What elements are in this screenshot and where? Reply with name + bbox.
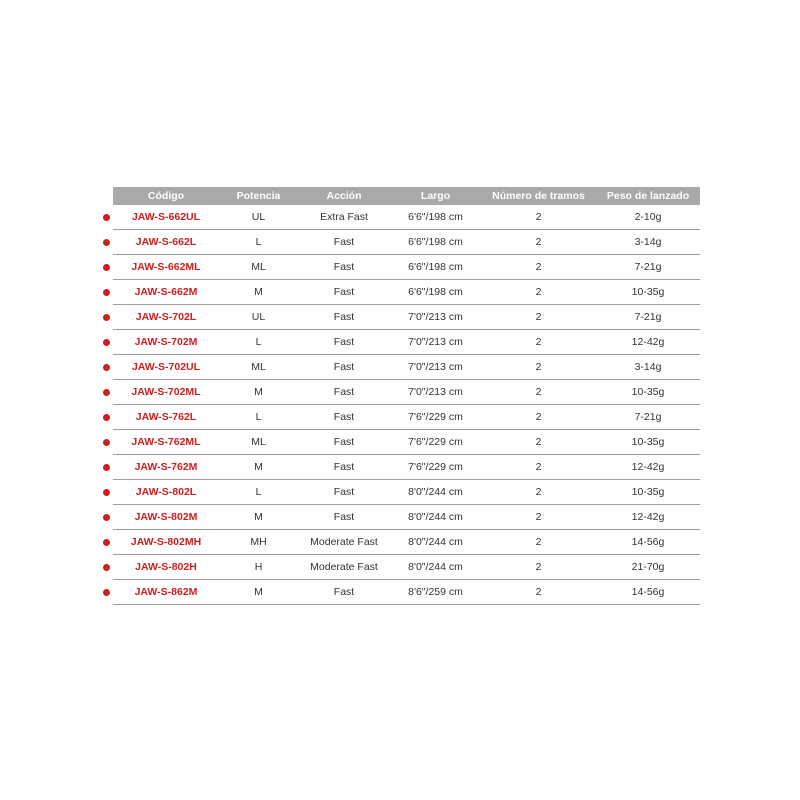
cell-codigo [113,255,219,280]
table-row [113,455,700,480]
table-row [113,480,700,505]
cell-accion: Fast [298,430,390,455]
model-code: JAW-S-702UL [131,361,201,373]
cell-accion: Fast [298,230,390,255]
cell-codigo [113,330,219,355]
table-row [113,580,700,605]
cell-potencia: ML [219,355,298,380]
cell-tramos: 2 [481,580,596,605]
cell-codigo [113,530,219,555]
model-code: JAW-S-662UL [131,211,201,223]
cell-accion: Extra Fast [298,205,390,230]
cell-accion: Fast [298,505,390,530]
red-bullet-icon [103,264,110,271]
model-code: JAW-S-762M [134,461,198,473]
cell-codigo [113,505,219,530]
cell-potencia: MH [219,530,298,555]
cell-peso: 10-35g [596,480,700,505]
red-bullet-icon [103,314,110,321]
cell-codigo [113,305,219,330]
header-row [113,187,700,205]
model-code: JAW-S-802M [134,511,198,523]
table-row [113,280,700,305]
cell-accion: Fast [298,355,390,380]
cell-peso: 10-35g [596,430,700,455]
cell-largo: 6'6"/198 cm [390,280,481,305]
table-row [113,255,700,280]
cell-potencia: M [219,280,298,305]
red-bullet-icon [103,489,110,496]
cell-accion: Fast [298,330,390,355]
cell-codigo [113,405,219,430]
cell-codigo [113,205,219,230]
cell-potencia: L [219,405,298,430]
cell-codigo [113,555,219,580]
header-peso: Peso de lanzado [596,187,700,205]
cell-codigo [113,430,219,455]
cell-potencia: M [219,505,298,530]
cell-peso: 14-56g [596,530,700,555]
model-code: JAW-S-762ML [131,436,201,448]
cell-codigo [113,355,219,380]
cell-tramos: 2 [481,280,596,305]
cell-accion: Fast [298,580,390,605]
model-code: JAW-S-802H [135,561,197,573]
cell-tramos: 2 [481,455,596,480]
cell-tramos: 2 [481,530,596,555]
cell-peso: 7-21g [596,305,700,330]
cell-tramos: 2 [481,355,596,380]
red-bullet-icon [103,439,110,446]
table-row [113,305,700,330]
cell-peso: 3-14g [596,230,700,255]
cell-codigo [113,380,219,405]
cell-accion: Moderate Fast [298,530,390,555]
cell-tramos: 2 [481,205,596,230]
model-code: JAW-S-702ML [131,386,201,398]
cell-tramos: 2 [481,405,596,430]
cell-potencia: ML [219,430,298,455]
red-bullet-icon [103,339,110,346]
model-code: JAW-S-662M [134,286,198,298]
header-codigo: Código [113,187,219,205]
cell-largo: 8'0"/244 cm [390,555,481,580]
cell-largo: 8'0"/244 cm [390,505,481,530]
table-row [113,505,700,530]
cell-tramos: 2 [481,555,596,580]
cell-peso: 21-70g [596,555,700,580]
red-bullet-icon [103,589,110,596]
cell-tramos: 2 [481,330,596,355]
model-code: JAW-S-762L [135,411,197,423]
table-row [113,230,700,255]
cell-accion: Fast [298,480,390,505]
model-code: JAW-S-802L [135,486,197,498]
cell-accion: Fast [298,255,390,280]
table-row [113,430,700,455]
cell-tramos: 2 [481,230,596,255]
cell-peso: 12-42g [596,455,700,480]
table-body [113,205,700,605]
cell-largo: 7'6"/229 cm [390,455,481,480]
model-code: JAW-S-862M [134,586,198,598]
cell-potencia: ML [219,255,298,280]
cell-potencia: L [219,230,298,255]
red-bullet-icon [103,464,110,471]
cell-potencia: UL [219,205,298,230]
red-bullet-icon [103,539,110,546]
cell-peso: 7-21g [596,255,700,280]
red-bullet-icon [103,564,110,571]
cell-potencia: M [219,580,298,605]
cell-peso: 10-35g [596,280,700,305]
cell-accion: Fast [298,380,390,405]
table-row [113,555,700,580]
red-bullet-icon [103,239,110,246]
cell-peso: 14-56g [596,580,700,605]
cell-peso: 7-21g [596,405,700,430]
cell-peso: 3-14g [596,355,700,380]
cell-peso: 12-42g [596,330,700,355]
model-code: JAW-S-802MH [130,536,202,548]
table-row [113,530,700,555]
cell-potencia: M [219,380,298,405]
cell-potencia: H [219,555,298,580]
cell-peso: 10-35g [596,380,700,405]
red-bullet-icon [103,389,110,396]
cell-potencia: M [219,455,298,480]
model-code: JAW-S-662L [135,236,197,248]
header-accion: Acción [298,187,390,205]
cell-largo: 6'6"/198 cm [390,205,481,230]
cell-tramos: 2 [481,505,596,530]
table-row [113,405,700,430]
red-bullet-icon [103,364,110,371]
red-bullet-icon [103,289,110,296]
cell-largo: 8'6"/259 cm [390,580,481,605]
cell-largo: 6'6"/198 cm [390,230,481,255]
header-potencia: Potencia [219,187,298,205]
cell-largo: 7'0"/213 cm [390,355,481,380]
header-largo: Largo [390,187,481,205]
cell-potencia: L [219,330,298,355]
model-code: JAW-S-702M [134,336,198,348]
cell-potencia: L [219,480,298,505]
cell-largo: 7'0"/213 cm [390,305,481,330]
cell-accion: Fast [298,305,390,330]
cell-accion: Fast [298,405,390,430]
cell-peso: 12-42g [596,505,700,530]
cell-codigo [113,230,219,255]
table-row [113,355,700,380]
table-row [113,205,700,230]
cell-tramos: 2 [481,480,596,505]
spec-table [113,187,700,605]
cell-largo: 8'0"/244 cm [390,530,481,555]
cell-accion: Fast [298,280,390,305]
model-code: JAW-S-662ML [131,261,201,273]
cell-codigo [113,580,219,605]
cell-tramos: 2 [481,380,596,405]
cell-accion: Moderate Fast [298,555,390,580]
table-row [113,380,700,405]
cell-largo: 7'0"/213 cm [390,330,481,355]
cell-potencia: UL [219,305,298,330]
cell-codigo [113,480,219,505]
cell-largo: 7'6"/229 cm [390,430,481,455]
red-bullet-icon [103,514,110,521]
cell-codigo [113,455,219,480]
cell-peso: 2-10g [596,205,700,230]
cell-largo: 7'0"/213 cm [390,380,481,405]
header-tramos: Número de tramos [481,187,596,205]
cell-tramos: 2 [481,255,596,280]
red-bullet-icon [103,414,110,421]
cell-accion: Fast [298,455,390,480]
cell-tramos: 2 [481,430,596,455]
model-code: JAW-S-702L [135,311,197,323]
table-row [113,330,700,355]
cell-codigo [113,280,219,305]
cell-tramos: 2 [481,305,596,330]
cell-largo: 8'0"/244 cm [390,480,481,505]
red-bullet-icon [103,214,110,221]
cell-largo: 7'6"/229 cm [390,405,481,430]
cell-largo: 6'6"/198 cm [390,255,481,280]
